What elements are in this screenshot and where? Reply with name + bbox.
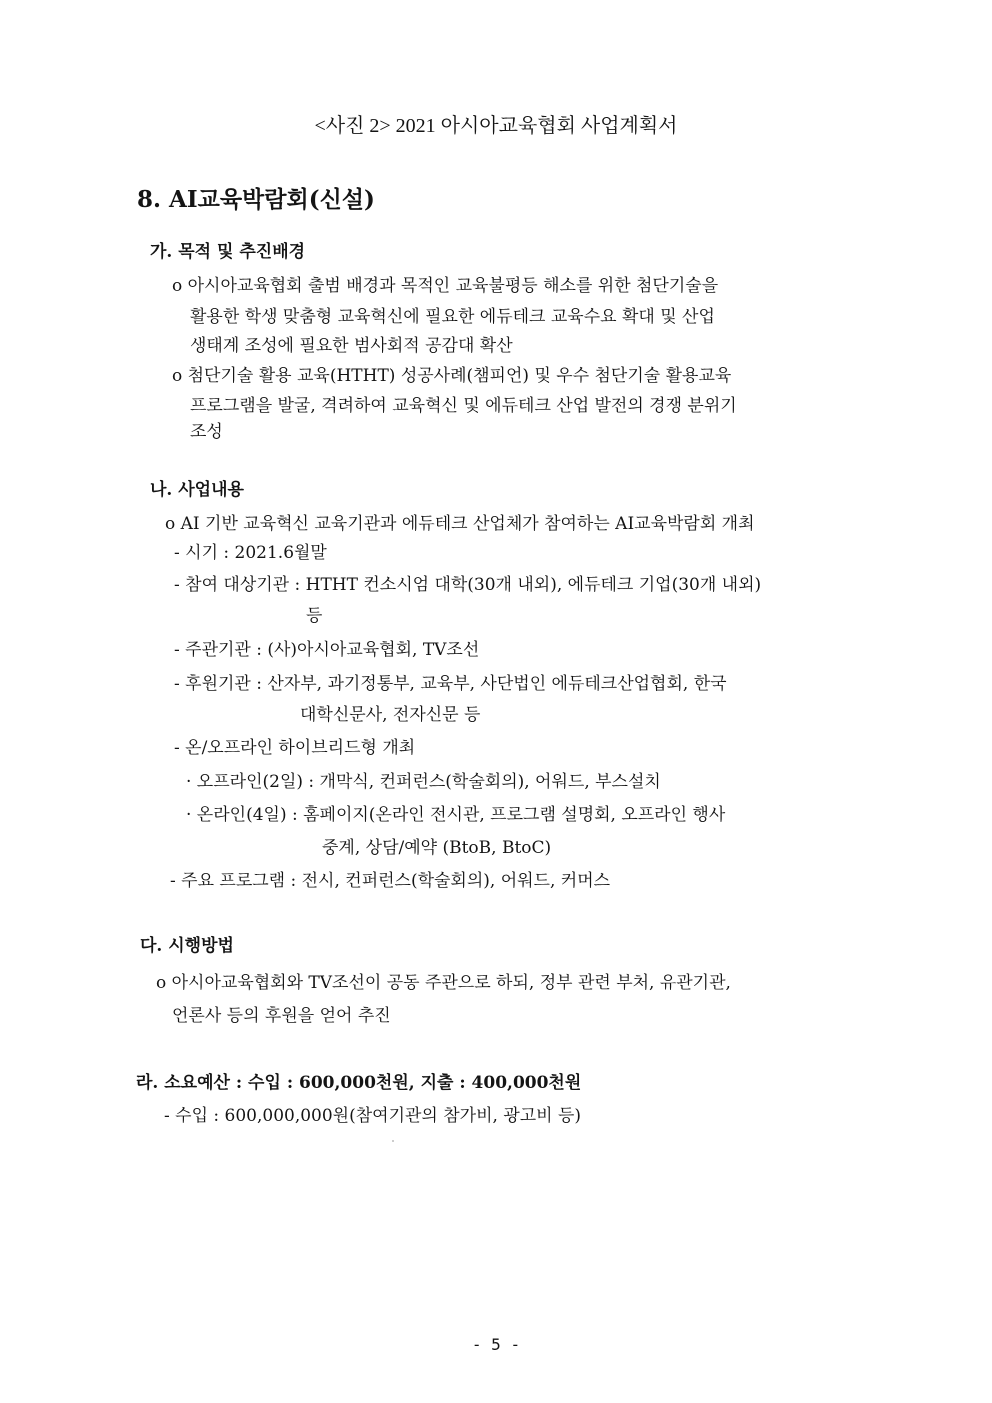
purpose-line: o 아시아교육협회 출범 배경과 목적인 교육불평등 해소를 위한 첨단기술을: [172, 276, 719, 296]
content-line: · 오프라인(2일) : 개막식, 컨퍼런스(학술회의), 어워드, 부스설치: [186, 772, 661, 792]
content-line: - 시기 : 2021.6월말: [174, 543, 327, 563]
content-line: - 후원기관 : 산자부, 과기정통부, 교육부, 사단법인 에듀테크산업협회, 한국: [174, 674, 727, 694]
purpose-line: 조성: [190, 422, 223, 442]
purpose-heading: 가. 목적 및 추진배경: [150, 242, 306, 262]
scan-speck: [392, 1140, 394, 1142]
method-line: 언론사 등의 후원을 얻어 추진: [172, 1006, 391, 1026]
content-line: - 참여 대상기관 : HTHT 컨소시엄 대학(30개 내외), 에듀테크 기업(30개 내외): [174, 575, 762, 595]
content-line: - 온/오프라인 하이브리드형 개최: [174, 738, 416, 758]
content-line: o AI 기반 교육혁신 교육기관과 에듀테크 산업체가 참여하는 AI교육박람회 개최: [165, 514, 755, 534]
budget-line: - 수입 : 600,000,000원(참여기관의 참가비, 광고비 등): [164, 1106, 582, 1126]
purpose-line: o 첨단기술 활용 교육(HTHT) 성공사례(챔피언) 및 우수 첨단기술 활용교육: [172, 366, 732, 386]
purpose-line: 생태계 조성에 필요한 범사회적 공감대 확산: [190, 336, 513, 356]
budget-heading: 라. 소요예산 : 수입 : 600,000천원, 지출 : 400,000천원: [136, 1073, 582, 1093]
content-line: 대학신문사, 전자신문 등: [300, 705, 481, 725]
method-heading: 다. 시행방법: [140, 936, 234, 956]
content-line: 중계, 상담/예약 (BtoB, BtoC): [322, 838, 552, 858]
business-content-heading: 나. 사업내용: [150, 480, 244, 500]
content-line: · 온라인(4일) : 홈페이지(온라인 전시관, 프로그램 설명회, 오프라인 행사: [186, 805, 726, 825]
page-number: - 5 -: [471, 1335, 521, 1354]
purpose-line: 활용한 학생 맞춤형 교육혁신에 필요한 에듀테크 교육수요 확대 및 산업: [190, 307, 715, 327]
content-line: - 주요 프로그램 : 전시, 컨퍼런스(학술회의), 어워드, 커머스: [170, 871, 611, 891]
section-title: 8. AI교육박람회(신설): [137, 186, 375, 213]
photo-caption: <사진 2> 2021 아시아교육협회 사업계획서: [314, 115, 678, 137]
content-line: 등: [306, 606, 323, 626]
purpose-line: 프로그램을 발굴, 격려하여 교육혁신 및 에듀테크 산업 발전의 경쟁 분위기: [190, 396, 737, 416]
method-line: o 아시아교육협회와 TV조선이 공동 주관으로 하되, 정부 관련 부처, 유관기관,: [156, 973, 731, 993]
content-line: - 주관기관 : (사)아시아교육협회, TV조선: [174, 640, 480, 660]
